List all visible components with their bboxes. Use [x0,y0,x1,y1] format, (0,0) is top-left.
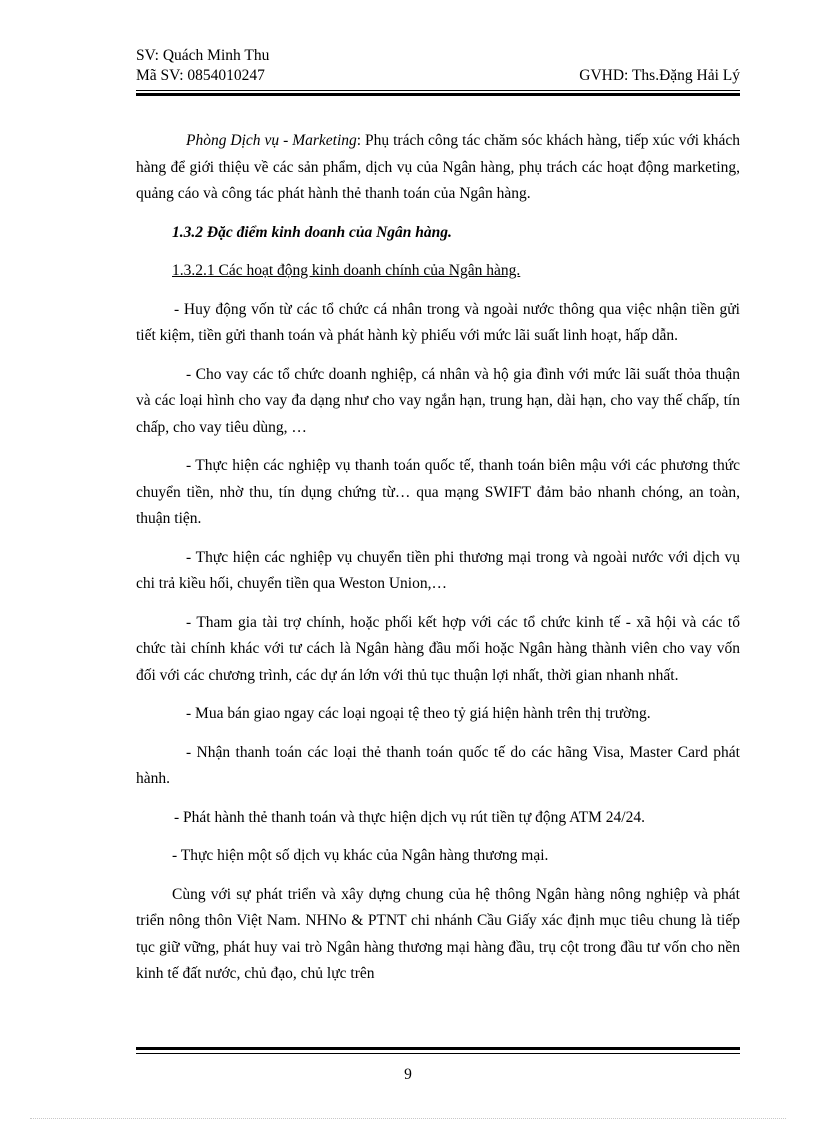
page-bottom-dotted-line [30,1118,786,1119]
marketing-label: Phòng Dịch vụ - Marketing [186,132,357,149]
marketing-paragraph [136,128,740,208]
list-item: - Nhận thanh toán các loại thẻ thanh toán quốc tế do các hãng Visa, Master Card phát hành. [136,743,740,787]
section-heading: 1.3.2 Đặc điểm kinh doanh của Ngân hàng. [172,223,452,241]
list-item: - Cho vay các tổ chức doanh nghiệp, cá nhân và hộ gia đình với mức lãi suất thỏa thuận và các loại hình cho vay đa dạng như cho vay ngắn hạn, trung hạn, dài hạn, cho vay thế chấp, tín chấp, cho vay tiêu dùng, … [136,365,740,436]
header-rule-thin [136,90,740,91]
header-rule-thick [136,93,740,96]
list-item: - Thực hiện các nghiệp vụ chuyển tiền phi thương mại trong và ngoài nước với dịch vụ chi trả kiều hối, chuyển tiền qua Weston Union,… [136,548,740,592]
page-content [136,128,740,988]
list-item: - Huy động vốn từ các tổ chức cá nhân trong và ngoài nước thông qua việc nhận tiền gửi tiết kiệm, tiền gửi thanh toán và phát hành kỳ phiếu với mức lãi suất linh hoạt, hấp dẫn. [136,300,740,344]
list-item: - Tham gia tài trợ chính, hoặc phối kết hợp với các tổ chức kinh tế - xã hội và các tổ chức tài chính khác với tư cách là Ngân hàng đầu mối hoặc Ngân hàng thành viên cho vay vốn đối với các chương trình, các dự án lớn với thủ tục thuận lợi nhất, thời gian nhanh nhất. [136,613,740,684]
page-number: 9 [404,1066,412,1083]
footer-rule-thin [136,1053,740,1054]
closing-paragraph: Cùng với sự phát triển và xây dựng chung của hệ thông Ngân hàng nông nghiệp và phát triển nông thôn Việt Nam. NHNo & PTNT chi nhánh Cầu Giấy xác định mục tiêu chung là tiếp tục giữ vững, phát huy vai trò Ngân hàng thương mại hàng đầu, trụ cột trong đầu tư vốn cho nền kinh tế đất nước, chủ đạo, chủ lực trên [136,885,740,982]
list-item: - Thực hiện một số dịch vụ khác của Ngân hàng thương mại. [172,847,549,864]
list-item: - Mua bán giao ngay các loại ngoại tệ theo tỷ giá hiện hành trên thị trường. [186,705,651,722]
list-item: - Thực hiện các nghiệp vụ thanh toán quốc tế, thanh toán biên mậu với các phương thức chuyển tiền, nhờ thu, tín dụng chứng từ… qua mạng SWIFT đảm bảo nhanh chóng, an toàn, thuận tiện. [136,457,740,527]
footer-rule-thick [136,1047,740,1050]
subsection-paragraph [136,258,740,285]
student-id: Mã SV: 0854010247 [136,67,265,84]
list-item: - Phát hành thẻ thanh toán và thực hiện dịch vụ rút tiền tự động ATM 24/24. [174,808,645,826]
supervisor: GVHD: Ths.Đặng Hải Lý [579,67,740,84]
student-name: SV: Quách Minh Thu [136,47,270,64]
marketing-text: : Phụ trách công tác chăm sóc khách hàng, tiếp xúc với khách hàng để giới thiệu về các sản phẩm, dịch vụ của Ngân hàng, phụ trách các hoạt động marketing, quảng cáo và công tác phát hành thẻ thanh toán của Ngân hàng. [136,132,740,202]
page-header [136,46,740,86]
subsection-heading: 1.3.2.1 Các hoạt động kinh doanh chính của Ngân hàng. [172,262,521,279]
